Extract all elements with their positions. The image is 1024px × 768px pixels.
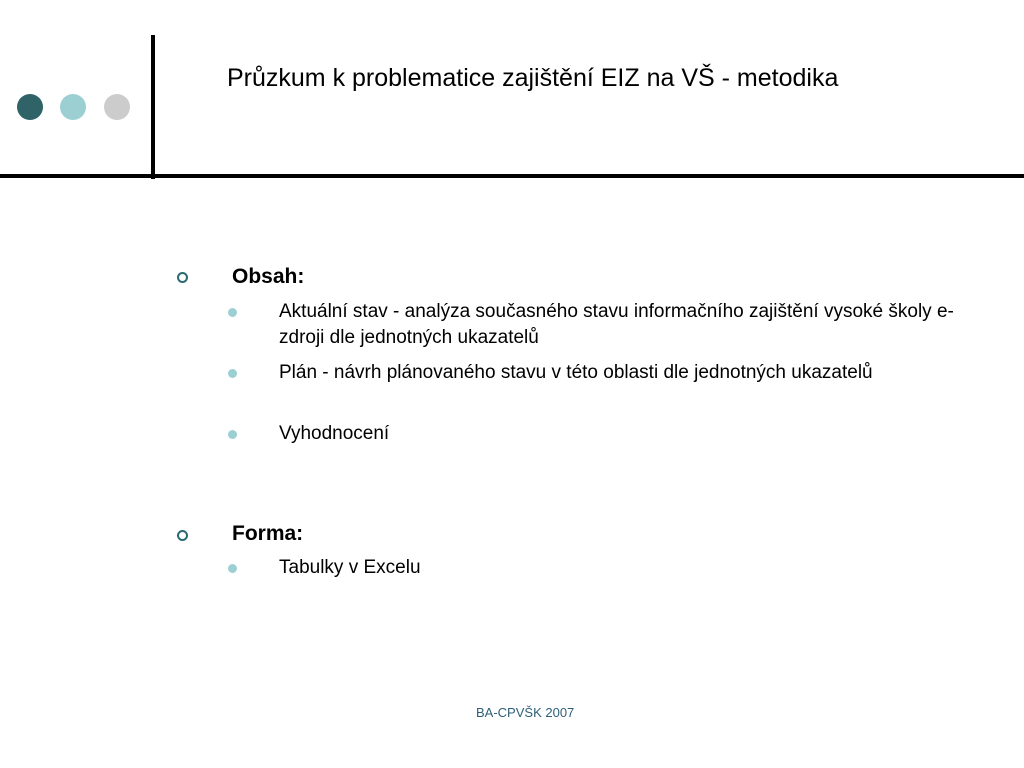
item-bullet-icon bbox=[228, 308, 237, 317]
item-bullet-icon bbox=[228, 369, 237, 378]
section-bullet-icon bbox=[177, 530, 188, 541]
item-bullet-icon bbox=[228, 430, 237, 439]
list-item: Tabulky v Excelu bbox=[279, 557, 421, 578]
list-item: Plán - návrh plánovaného stavu v této oblasti dle jednotných ukazatelů bbox=[279, 362, 873, 383]
list-item: Aktuální stav - analýza současného stavu informačního zajištění vysoké školy e-zdroji dle jednotných ukazatelů bbox=[279, 301, 954, 348]
section-bullet-icon bbox=[177, 272, 188, 283]
item-bullet-icon bbox=[228, 564, 237, 573]
section-heading-forma: Forma: bbox=[232, 522, 304, 545]
section-heading-obsah: Obsah: bbox=[232, 265, 305, 288]
footer-text: BA-CPVŠK 2007 bbox=[476, 705, 575, 720]
list-item: Vyhodnocení bbox=[279, 423, 390, 444]
slide-title: Průzkum k problematice zajištění EIZ na VŠ - metodika bbox=[227, 64, 839, 92]
